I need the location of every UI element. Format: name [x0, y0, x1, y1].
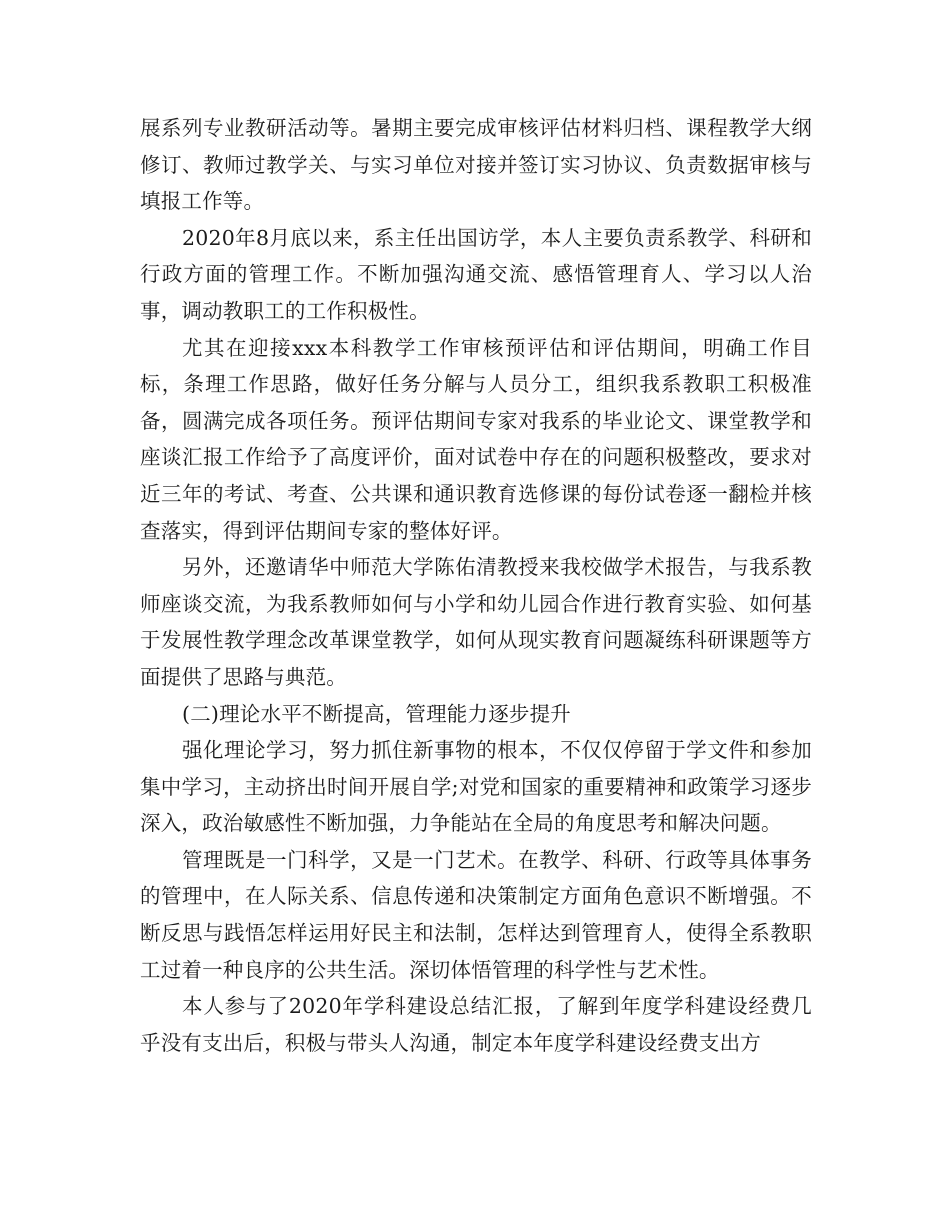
paragraph-5: 强化理论学习，努力抓住新事物的根本，不仅仅停留于学文件和参加集中学习，主动挤出时间开展自学;对党和国家的重要精神和政策学习逐步深入，政治敏感性不断加强，力争能站在全局的角度思考和解决问题。: [140, 738, 812, 836]
paragraph-3: 尤其在迎接xxx本科教学工作审核预评估和评估期间，明确工作目标，条理工作思路，做好任务分解与人员分工，组织我系教职工积极准备，圆满完成各项任务。预评估期间专家对我系的毕业论文、课堂教学和座谈汇报工作给予了高度评价，面对试卷中存在的问题积极整改，要求对近三年的考试、考查、公共课和通识教育选修课的每份试卷逐一翻检并核查落实，得到评估期间专家的整体好评。: [140, 335, 812, 543]
paragraph-1: 展系列专业教研活动等。暑期主要完成审核评估材料归档、课程教学大纲修订、教师过教学关、与实习单位对接并签订实习协议、负责数据审核与填报工作等。: [140, 116, 812, 214]
paragraph-7: 本人参与了2020年学科建设总结汇报，了解到年度学科建设经费几乎没有支出后，积极与带头人沟通，制定本年度学科建设经费支出方: [140, 994, 812, 1055]
section-heading: (二)理论水平不断提高，管理能力逐步提升: [182, 701, 572, 726]
paragraph-2: 2020年8月底以来，系主任出国访学，本人主要负责系教学、科研和行政方面的管理工作。不断加强沟通交流、感悟管理育人、学习以人治事，调动教职工的工作积极性。: [140, 225, 812, 323]
paragraph-4: 另外，还邀请华中师范大学陈佑清教授来我校做学术报告，与我系教师座谈交流，为我系教师如何与小学和幼儿园合作进行教育实验、如何基于发展性教学理念改革课堂教学，如何从现实教育问题凝练科研课题等方面提供了思路与典范。: [140, 555, 812, 689]
paragraph-6: 管理既是一门科学，又是一门艺术。在教学、科研、行政等具体事务的管理中，在人际关系、信息传递和决策制定方面角色意识不断增强。不断反思与践悟怎样运用好民主和法制，怎样达到管理育人，使得全系教职工过着一种良序的公共生活。深切体悟管理的科学性与艺术性。: [140, 847, 812, 982]
